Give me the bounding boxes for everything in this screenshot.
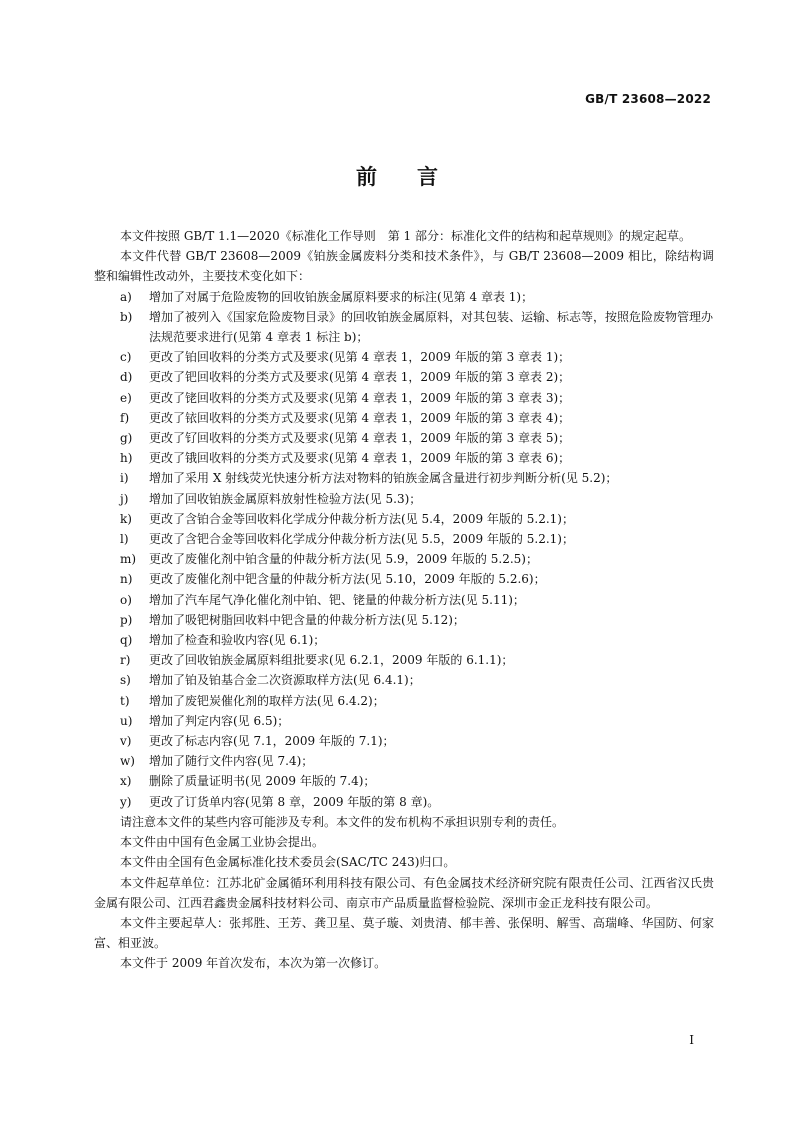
list-item <box>94 771 714 791</box>
list-item-text: 增加了对属于危险废物的回收铂族金属原料要求的标注(见第 4 章表 1)； <box>149 289 534 304</box>
list-marker: c) <box>120 350 132 365</box>
list-item-text: 增加了判定内容(见 6.5)； <box>149 713 290 728</box>
list-marker: m) <box>120 552 137 567</box>
list-marker: s) <box>120 673 131 688</box>
list-item-text: 增加了废钯炭催化剂的取样方法(见 6.4.2)； <box>149 693 385 708</box>
list-item-text: 更改了标志内容(见 7.1，2009 年版的 7.1)； <box>149 734 395 749</box>
paragraph: 本文件于 2009 年首次发布，本次为第一次修订。 <box>120 956 387 971</box>
list-marker: n) <box>120 572 133 587</box>
list-item-text: 增加了随行文件内容(见 7.4)； <box>149 754 314 769</box>
list-item-text: 增加了回收铂族金属原料放射性检验方法(见 5.3)； <box>149 491 422 506</box>
list-marker: b) <box>120 309 133 324</box>
list-marker: v) <box>120 734 132 749</box>
list-marker: g) <box>120 431 133 446</box>
list-item-text: 更改了含钯合金等回收料化学成分仲裁分析方法(见 5.5，2009 年版的 5.2.1)； <box>149 532 574 547</box>
list-item <box>94 731 714 751</box>
list-marker: a) <box>120 289 132 304</box>
page-title: 前言 <box>356 165 478 189</box>
list-item <box>94 751 714 771</box>
list-marker: e) <box>120 390 132 405</box>
list-item-text: 更改了废催化剂中铂含量的仲裁分析方法(见 5.9，2009 年版的 5.2.5)； <box>149 552 538 567</box>
list-marker: u) <box>120 713 133 728</box>
list-marker: o) <box>120 592 132 607</box>
list-item-text: 更改了订货单内容(见第 8 章，2009 年版的第 8 章)。 <box>149 794 440 809</box>
paragraph: 本文件按照 GB/T 1.1—2020《标准化工作导则 第 1 部分：标准化文件的结构和起草规则》的规定起草。 <box>120 229 691 243</box>
list-item <box>94 711 714 731</box>
paragraph: 本文件代替 GB/T 23608—2009《铂族金属废料分类和技术条件》，与 GB/T 23608—2009 相比，除结构调整和编辑性改动外，主要技术变化如下： <box>94 249 714 284</box>
list-item-text: 更改了铱回收料的分类方式及要求(见第 4 章表 1，2009 年版的第 3 章表 4)； <box>149 410 571 425</box>
list-marker: j) <box>120 491 129 506</box>
list-item <box>94 408 714 428</box>
list-item <box>94 347 714 367</box>
paragraph: 本文件主要起草人：张邦胜、王芳、龚卫星、莫子璇、刘贵清、郁丰善、张保明、解雪、高瑞峰、华国防、何家富、相亚波。 <box>94 915 714 951</box>
list-item <box>94 428 714 448</box>
list-item <box>94 569 714 589</box>
paragraph: 本文件由全国有色金属标准化技术委员会(SAC/TC 243)归口。 <box>120 855 456 870</box>
list-marker: y) <box>120 794 132 809</box>
list-item <box>94 468 714 488</box>
list-item-text: 增加了检查和验收内容(见 6.1)； <box>149 633 326 648</box>
list-item <box>94 287 714 307</box>
list-item <box>94 610 714 630</box>
list-item-text: 增加了采用 X 射线荧光快速分析方法对物料的铂族金属含量进行初步判断分析(见 5.2)； <box>149 471 618 486</box>
list-item <box>94 509 714 529</box>
list-item <box>94 590 714 610</box>
foreword-body <box>94 226 714 974</box>
list-marker: r) <box>120 653 131 668</box>
list-item-text: 更改了铂回收料的分类方式及要求(见第 4 章表 1，2009 年版的第 3 章表 1)； <box>149 350 571 365</box>
list-marker: x) <box>120 774 132 789</box>
list-item-text: 更改了含铂合金等回收料化学成分仲裁分析方法(见 5.4，2009 年版的 5.2.1)； <box>149 511 574 526</box>
list-marker: p) <box>120 612 133 627</box>
list-marker: f) <box>120 410 130 425</box>
list-marker: l) <box>120 532 129 547</box>
list-marker: w) <box>120 754 135 769</box>
list-marker: t) <box>120 693 130 708</box>
list-item-text: 增加了吸钯树脂回收料中钯含量的仲裁分析方法(见 5.12)； <box>149 612 465 627</box>
page-number: I <box>689 1033 694 1047</box>
list-item <box>94 691 714 711</box>
list-item <box>94 367 714 387</box>
list-marker: q) <box>120 633 133 648</box>
list-item <box>94 489 714 509</box>
list-marker: i) <box>120 471 129 486</box>
list-item <box>94 630 714 650</box>
list-item-text: 增加了铂及铂基合金二次资源取样方法(见 6.4.1)； <box>149 673 421 688</box>
list-marker: h) <box>120 451 133 466</box>
list-item-text: 更改了钌回收料的分类方式及要求(见第 4 章表 1，2009 年版的第 3 章表 5)； <box>149 431 571 446</box>
list-item <box>94 792 714 812</box>
list-item <box>94 307 714 347</box>
list-marker: d) <box>120 370 133 385</box>
list-marker: k) <box>120 511 132 526</box>
list-item-text: 更改了废催化剂中钯含量的仲裁分析方法(见 5.10，2009 年版的 5.2.6)； <box>149 572 546 587</box>
list-item-text: 更改了回收铂族金属原料组批要求(见 6.2.1，2009 年版的 6.1.1)； <box>149 653 514 668</box>
paragraph: 本文件起草单位：江苏北矿金属循环利用科技有限公司、有色金属技术经济研究院有限责任公司、江西省汉氏贵金属有限公司、江西君鑫贵金属科技材料公司、南京市产品质量监督检验院、深圳市金正龙科技有限公司。 <box>94 875 714 910</box>
list-item <box>94 388 714 408</box>
standard-number: GB/T 23608—2022 <box>585 92 711 106</box>
technical-changes-list <box>94 287 714 812</box>
paragraph: 本文件由中国有色金属工业协会提出。 <box>120 835 325 850</box>
list-item-text: 增加了汽车尾气净化催化剂中铂、钯、铑量的仲裁分析方法(见 5.11)； <box>149 592 525 607</box>
list-item <box>94 549 714 569</box>
list-item-text: 删除了质量证明书(见 2009 年版的 7.4)； <box>149 774 376 789</box>
list-item <box>94 670 714 690</box>
list-item <box>94 650 714 670</box>
list-item <box>94 529 714 549</box>
list-item-text: 更改了锇回收料的分类方式及要求(见第 4 章表 1，2009 年版的第 3 章表 6)； <box>149 451 571 466</box>
paragraph: 请注意本文件的某些内容可能涉及专利。本文件的发布机构不承担识别专利的责任。 <box>120 814 565 829</box>
list-item <box>94 448 714 468</box>
list-item-text: 更改了铑回收料的分类方式及要求(见第 4 章表 1，2009 年版的第 3 章表 3)； <box>149 390 571 405</box>
list-item-text: 更改了钯回收料的分类方式及要求(见第 4 章表 1，2009 年版的第 3 章表 2)； <box>149 370 571 385</box>
list-item-text: 增加了被列入《国家危险废物目录》的回收铂族金属原料，对其包装、运输、标志等，按照危险废物管理办法规范要求进行(见第 4 章表 1 标注 b)； <box>149 309 714 345</box>
